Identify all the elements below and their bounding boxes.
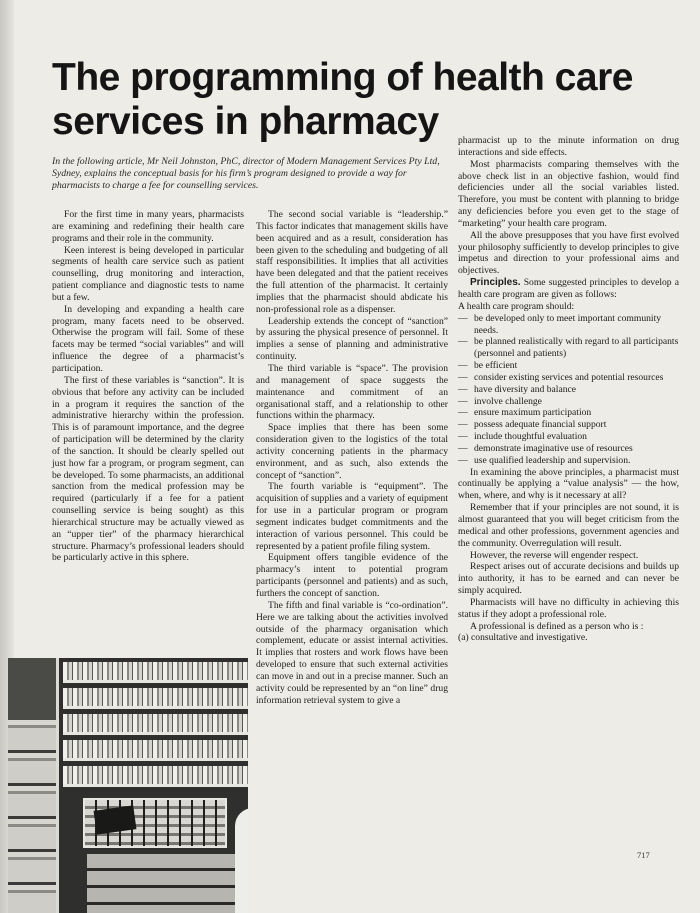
pharmacist-figure: [235, 808, 248, 913]
principles-text: Some suggested principles to develop a health care program are given as follows:: [458, 277, 679, 300]
background-shelving: [8, 720, 56, 913]
paragraph: The third variable is “space”. The provision and management of space suggests the maintenance and commitment of an organisational staff, and a relationship to other functions within the pharmacy.: [256, 362, 448, 422]
paragraph: Pharmacists will have no difficulty in achieving this status if they adopt a professional role.: [458, 596, 679, 620]
shelf-row: [63, 766, 248, 787]
list-item: — have diversity and balance: [458, 384, 679, 396]
paragraph: In developing and expanding a health care program, many facets need to be observed. Otherwise the program will fail. Some of these facets may be termed “social variables” and will influence the degree of a pharmacist’s participation.: [52, 303, 244, 374]
list-item: — involve challenge: [458, 396, 679, 408]
shelf-row: [63, 688, 248, 709]
paragraph: The fourth variable is “equipment”. The acquisition of supplies and a variety of equipment for use in a particular program or program segment indicates budget commitments and the interaction of various personnel. This could be represented by a patient profile filing system.: [256, 481, 448, 552]
principles-heading: Principles.: [470, 277, 521, 289]
shelf-row: [63, 714, 248, 735]
paragraph: All the above presupposes that you have first evolved your philosophy sufficiently to develop principles to give impetus and direction to your professional aims and objectives.: [458, 229, 679, 277]
paragraph: Space implies that there has been some consideration given to the logistics of the total activity concerning patients in the pharmacy environment, and as such, also extends the concept of “sanction”.: [256, 422, 448, 481]
paragraph: The second social variable is “leadership.” This factor indicates that management skills have been acquired and as a result, consideration has been given to the scheduling and budgeting of all staff responsibilities. It implies that all activities have been delegated and that the patient receives the full attention of the pharmacist. It certainly implies that the pharmacist should abdicate his non-professional role as a dispenser.: [256, 209, 448, 315]
shelf-row: [63, 662, 248, 683]
paragraph: Keen interest is being developed in particular segments of health care service such as patient counselling, drug monitoring and interaction, patient compliance and diagnostic tests to name but a few.: [52, 244, 244, 303]
paragraph: In examining the above principles, a pharmacist must continually be applying a “value analysis” — the how, when, where, and why is it necessary at all?: [458, 466, 679, 502]
list-item: — consider existing services and potential resources: [458, 372, 679, 384]
principles-list: [458, 313, 679, 467]
list-item: — be planned realistically with regard to all participants (personnel and patients): [458, 336, 679, 360]
list-lead: A health care program should:: [458, 300, 575, 312]
text-column-3: [458, 135, 679, 644]
paragraph: Equipment offers tangible evidence of the pharmacy’s intent to potential program participants (personnel and patients) and as such, furthers the concept of sanction.: [256, 552, 448, 599]
principles-paragraph: [458, 277, 679, 301]
paragraph: The first of these variables is “sanction”. It is obvious that before any activity can be included in a program it requires the sanction of the administrative hierarchy within the profession. This is of paramount importance, and the degree of participation will be determined by the clarity of the sanction. It should be clearly spelled out just how far a program, or program segment, can be developed. To some pharmacists, an additional sanction from the medical profession may be required (particularly if a fee for a patient counselling service is being sought) as this hierarchical structure may be actually viewed as an “upper tier” of the pharmacy hierarchical structure. Pharmacy’s professional leaders should be particularly active in this sphere.: [52, 374, 244, 564]
paragraph: For the first time in many years, pharmacists are examining and redefining their health care programs and their role in the community.: [52, 209, 244, 244]
text-column-2: [256, 209, 448, 706]
list-item: — be developed only to meet important community needs.: [458, 313, 679, 337]
paragraph: Most pharmacists comparing themselves with the above check list in an objective fashion, would find deficiencies under all the social variables listed. Therefore, you must be content with planning to bridge any deficiencies before you even get to the stage of “marketing” your health care program.: [458, 158, 679, 229]
pharmacy-shelves-photo: [8, 658, 248, 913]
text-column-1: [52, 209, 244, 564]
paragraph: pharmacist up to the minute information on drug interactions and side effects.: [458, 135, 679, 158]
page-number: 717: [637, 850, 650, 860]
paragraph: Remember that if your principles are not sound, it is almost guaranteed that you will beget criticism from the medical and other professions, government agencies and the community. Overregulation will result.: [458, 502, 679, 549]
lower-cabinet: [87, 854, 248, 913]
list-item: — be efficient: [458, 360, 679, 372]
paragraph: Leadership extends the concept of “sanction” by assuring the physical presence of personnel. It implies a sense of planning and administrative continuity.: [256, 315, 448, 363]
list-item: — possess adequate financial support: [458, 419, 679, 431]
shelf-row: [63, 740, 248, 761]
list-item: — include thoughtful evaluation: [458, 431, 679, 443]
paragraph: However, the reverse will engender respect.: [470, 549, 639, 561]
list-item: — ensure maximum participation: [458, 407, 679, 419]
paragraph: (a) consultative and investigative.: [458, 632, 588, 644]
list-item: — demonstrate imaginative use of resources: [458, 443, 679, 455]
list-item: — use qualified leadership and supervision.: [458, 455, 679, 467]
paragraph: A professional is defined as a person who is :: [470, 620, 644, 632]
dispensary-shelf-unit: [56, 658, 248, 913]
paragraph: Respect arises out of accurate decisions and builds up into authority, it has to be earned and can never be simply acquired.: [458, 561, 679, 597]
paragraph: The fifth and final variable is “co-ordination”. Here we are talking about the activities involved outside of the pharmacy organisation which complement, educate or assist internal activities. It implies that rosters and work flows have been developed to ensure that such external activities can move in and out in a precise manner. Such an activity could be represented by an “on line” drug information retrieval system to give a: [256, 599, 448, 706]
article-title: The programming of health care services in pharmacy: [52, 56, 633, 143]
article-intro: In the following article, Mr Neil Johnston, PhC, director of Modern Management Services Pty Ltd, Sydney, explains the conceptual basis for his firm’s program designed to provide a way for pharmacists to charge a fee for counselling services.: [52, 156, 440, 192]
